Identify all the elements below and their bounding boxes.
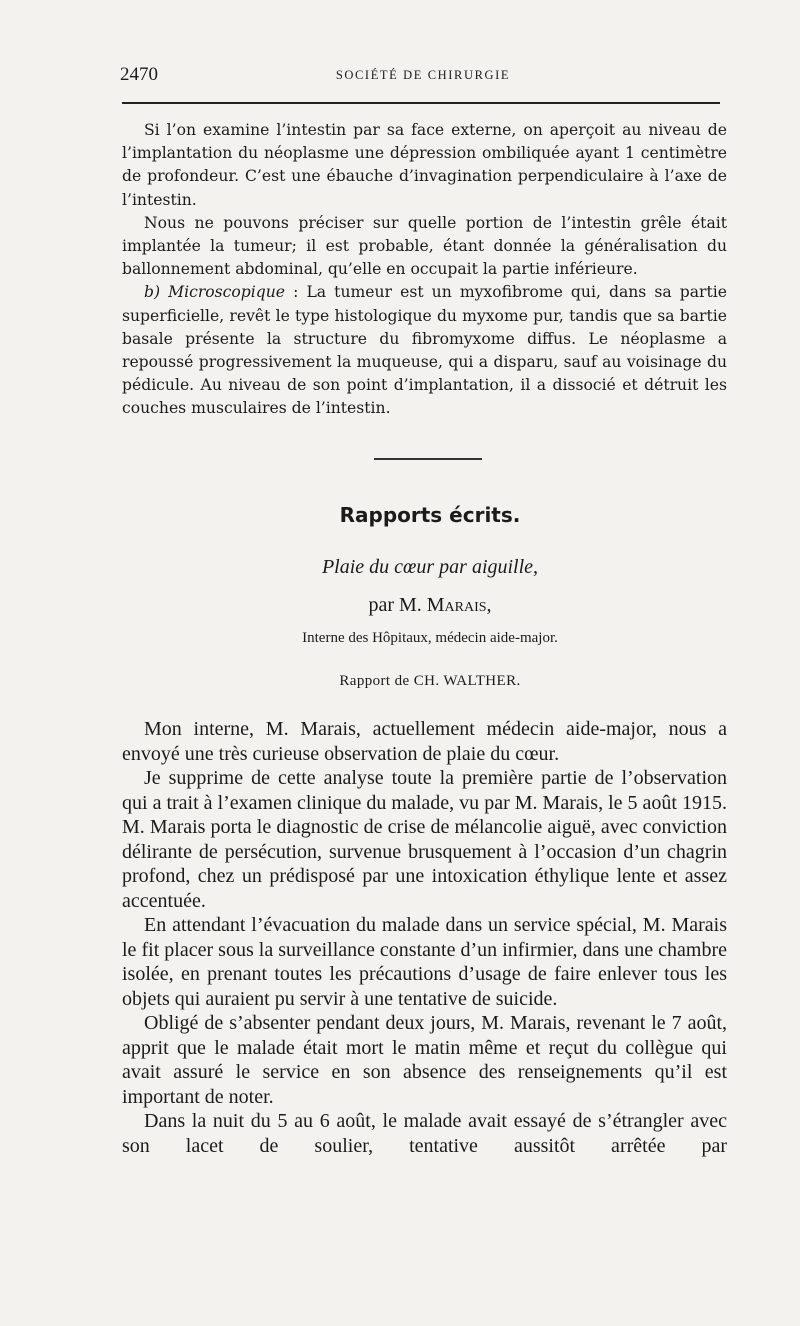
section-separator	[374, 458, 482, 460]
microscopic-label: b) Microscopique	[144, 283, 286, 302]
author-affiliation: Interne des Hôpitaux, médecin aide-major.	[302, 630, 558, 646]
author-prefix: par M.	[368, 594, 427, 616]
paragraph: Mon interne, M. Marais, actuellement médecin aide-major, nous a envoyé une très curieuse observation de plaie du cœur.	[122, 718, 727, 765]
paragraph: Je supprime de cette analyse toute la première partie de l’observation qui a trait à l’examen clinique du malade, vu par M. Marais, le 5 août 1915. M. Marais porta le diagnostic de crise de mélancolie aiguë, avec conviction délirante de persécution, survenue brusquement à l’occasion d’un chagrin profond, chez un prédisposé par une intoxication éthylique lente et assez accentuée.	[122, 767, 727, 912]
header-rule	[122, 102, 720, 104]
author-line	[0, 594, 800, 617]
section-title: Rapports écrits.	[339, 503, 521, 527]
body-text-block	[122, 717, 727, 1158]
top-text-block	[122, 119, 727, 421]
article-title: Plaie du cœur par aiguille,	[321, 556, 539, 578]
author-name: Marais,	[426, 594, 492, 616]
journal-title: SOCIÉTÉ DE CHIRURGIE	[335, 68, 511, 82]
paragraph: Si l’on examine l’intestin par sa face externe, on aperçoit au niveau de l’implantation du néoplasme une dépression ombiliquée ayant 1 centimètre de profondeur. C’est une ébauche d’invagination perpendiculaire à l’axe de l’intestin.	[122, 121, 727, 209]
microscopic-text: : La tumeur est un myxofibrome qui, dans sa partie superficielle, revêt le type histologique du myxome pur, tandis que sa bartie basale présente la structure du fibromyxome diffus. Le néoplasme a repoussé progressivement la muqueuse, qui a disparu, sauf au voisinage du pédicule. Au niveau de son point d’implantation, il a dissocié et détruit les couches musculaires de l’intestin.	[122, 283, 727, 418]
paragraph: En attendant l’évacuation du malade dans un service spécial, M. Marais le fit placer sous la surveillance constante d’un infirmier, dans une chambre isolée, en prenant toutes les précautions d’usage de faire enlever tous les objets qui auraient pu servir à une tentative de suicide.	[122, 914, 727, 1010]
paragraph-microscopic	[122, 281, 727, 420]
running-head	[120, 64, 726, 92]
page-number: 2470	[120, 64, 158, 85]
report-line: Rapport de CH. WALTHER.	[339, 673, 521, 689]
paragraph: Nous ne pouvons préciser sur quelle portion de l’intestin grêle était implantée la tumeur; il est probable, étant donnée la généralisation du ballonnement abdominal, qu’elle en occupait la partie inférieure.	[122, 213, 727, 279]
paragraph: Dans la nuit du 5 au 6 août, le malade avait essayé de s’étrangler avec son lacet de soulier, tentative aussitôt arrêtée par	[122, 1110, 727, 1157]
paragraph: Obligé de s’absenter pendant deux jours, M. Marais, revenant le 7 août, apprit que le malade était mort le matin même et reçut du collègue qui avait assuré le service en son absence des renseignements qu’il est important de noter.	[122, 1012, 727, 1108]
